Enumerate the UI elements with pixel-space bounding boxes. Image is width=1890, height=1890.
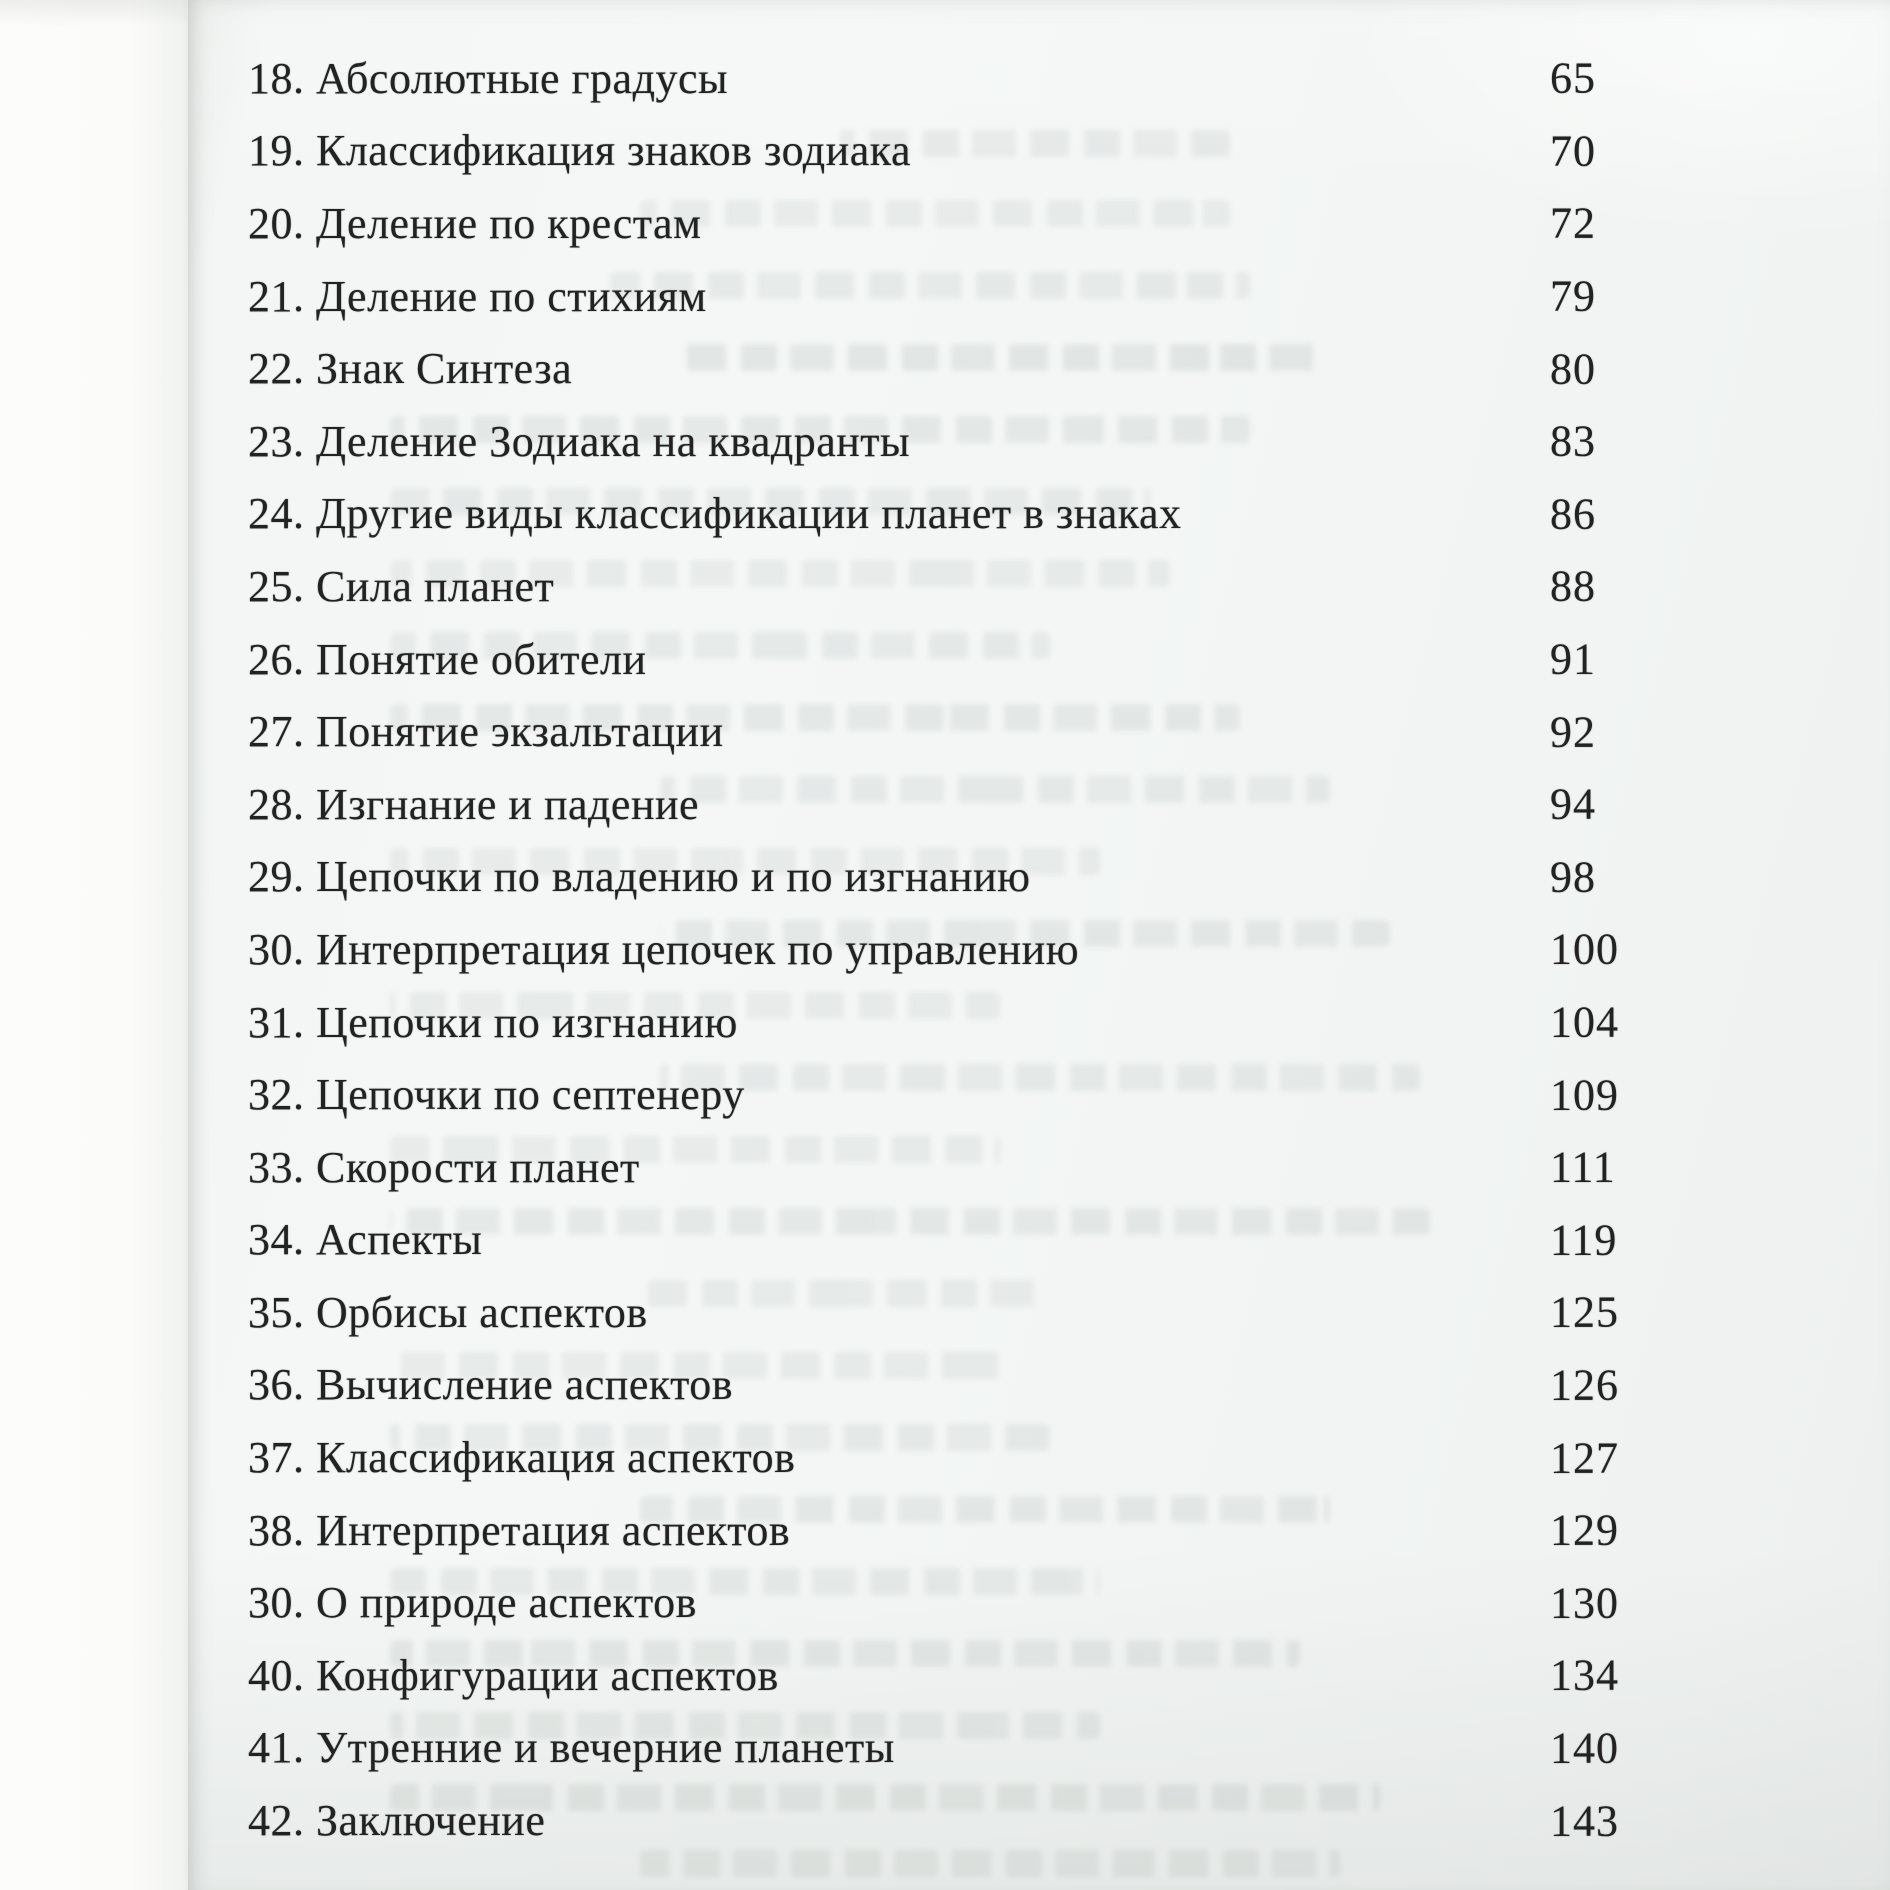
- toc-entry-page-number: 72: [1550, 198, 1596, 248]
- toc-entry-page-number: 143: [1550, 1796, 1619, 1846]
- toc-entry: [188, 115, 1890, 188]
- toc-entry-page-number: 129: [1550, 1505, 1619, 1555]
- page-left-edge-strip: [0, 0, 188, 1890]
- toc-entry: [188, 1639, 1890, 1712]
- toc-entry-label: 27. Понятие экзальтации: [248, 707, 724, 757]
- toc-entry-label: 23. Деление Зодиака на квадранты: [248, 416, 911, 466]
- book-page: [188, 0, 1890, 1890]
- toc-entry-label: 33. Скорости планет: [248, 1142, 640, 1192]
- toc-entry-page-number: 91: [1550, 634, 1596, 684]
- toc-entry: [188, 768, 1890, 841]
- toc-entry-label: 34. Аспекты: [248, 1215, 483, 1265]
- toc-entry-label: 18. Абсолютные градусы: [248, 53, 729, 103]
- toc-entry-page-number: 111: [1550, 1142, 1616, 1192]
- toc-entry-page-number: 125: [1550, 1287, 1619, 1337]
- toc-entry-label: 31. Цепочки по изгнанию: [248, 997, 738, 1047]
- toc-entry-label: 22. Знак Синтеза: [248, 344, 573, 394]
- toc-entry-label: 19. Классификация знаков зодиака: [248, 126, 912, 176]
- toc-entry: [188, 913, 1890, 986]
- toc-entry-page-number: 80: [1550, 344, 1596, 394]
- toc-entry-label: 32. Цепочки по септенеру: [248, 1070, 745, 1120]
- toc-entry: [188, 1494, 1890, 1567]
- toc-entry-label: 40. Конфигурации аспектов: [248, 1650, 779, 1700]
- toc-entry-page-number: 119: [1550, 1215, 1618, 1265]
- toc-entry-label: 30. Интерпретация цепочек по управлению: [248, 924, 1080, 974]
- toc-entry-page-number: 65: [1550, 53, 1596, 103]
- toc-entry: [188, 1276, 1890, 1349]
- toc-entry: [188, 1566, 1890, 1639]
- toc-entry-page-number: 86: [1550, 489, 1596, 539]
- toc-entry: [188, 550, 1890, 623]
- toc-entry-page-number: 94: [1550, 779, 1596, 829]
- toc-entry: [188, 1058, 1890, 1131]
- toc-entry-page-number: 83: [1550, 416, 1596, 466]
- toc-entry-page-number: 134: [1550, 1650, 1619, 1700]
- toc-entry-page-number: 127: [1550, 1433, 1619, 1483]
- toc-entry-page-number: 109: [1550, 1070, 1619, 1120]
- toc-entry: [188, 695, 1890, 768]
- toc-entry: [188, 841, 1890, 914]
- toc-entry-label: 21. Деление по стихиям: [248, 271, 707, 321]
- toc-entry-label: 38. Интерпретация аспектов: [248, 1505, 791, 1555]
- toc-entry: [188, 42, 1890, 115]
- toc-entry: [188, 332, 1890, 405]
- toc-entry-label: 36. Вычисление аспектов: [248, 1360, 734, 1410]
- toc-entry: [188, 623, 1890, 696]
- toc-entry: [188, 1421, 1890, 1494]
- toc-entry-label: 35. Орбисы аспектов: [248, 1287, 648, 1337]
- toc-entry: [188, 986, 1890, 1059]
- toc-entry-page-number: 126: [1550, 1360, 1619, 1410]
- toc-entry-label: 42. Заключение: [248, 1796, 546, 1846]
- toc-entry-label: 20. Деление по крестам: [248, 198, 702, 248]
- toc-entry-label: 26. Понятие обители: [248, 634, 647, 684]
- toc-entry-page-number: 70: [1550, 126, 1596, 176]
- toc-entry: [188, 1712, 1890, 1785]
- toc-entry-page-number: 130: [1550, 1578, 1619, 1628]
- toc-entry-label: 25. Сила планет: [248, 561, 555, 611]
- toc-entry: [188, 260, 1890, 333]
- toc-entry: [188, 1131, 1890, 1204]
- toc-entry-label: 41. Утренние и вечерние планеты: [248, 1723, 895, 1773]
- toc-entry-page-number: 140: [1550, 1723, 1619, 1773]
- toc-entry: [188, 405, 1890, 478]
- toc-entry: [188, 1349, 1890, 1422]
- toc-entry-label: 24. Другие виды классификации планет в знаках: [248, 489, 1182, 539]
- toc-entry-label: 28. Изгнание и падение: [248, 779, 700, 829]
- toc-entry-page-number: 88: [1550, 561, 1596, 611]
- toc-entry-label: 37. Классификация аспектов: [248, 1433, 796, 1483]
- toc-entry-page-number: 104: [1550, 997, 1619, 1047]
- toc-entry: [188, 1204, 1890, 1277]
- toc-entry-page-number: 92: [1550, 707, 1596, 757]
- toc-entry: [188, 187, 1890, 260]
- toc-list: [188, 42, 1890, 1857]
- toc-entry-page-number: 79: [1550, 271, 1596, 321]
- toc-entry-page-number: 98: [1550, 852, 1596, 902]
- toc-entry: [188, 478, 1890, 551]
- toc-entry: [188, 1784, 1890, 1857]
- toc-entry-label: 29. Цепочки по владению и по изгнанию: [248, 852, 1031, 902]
- toc-entry-label: 30. О природе аспектов: [248, 1578, 697, 1628]
- toc-entry-page-number: 100: [1550, 924, 1619, 974]
